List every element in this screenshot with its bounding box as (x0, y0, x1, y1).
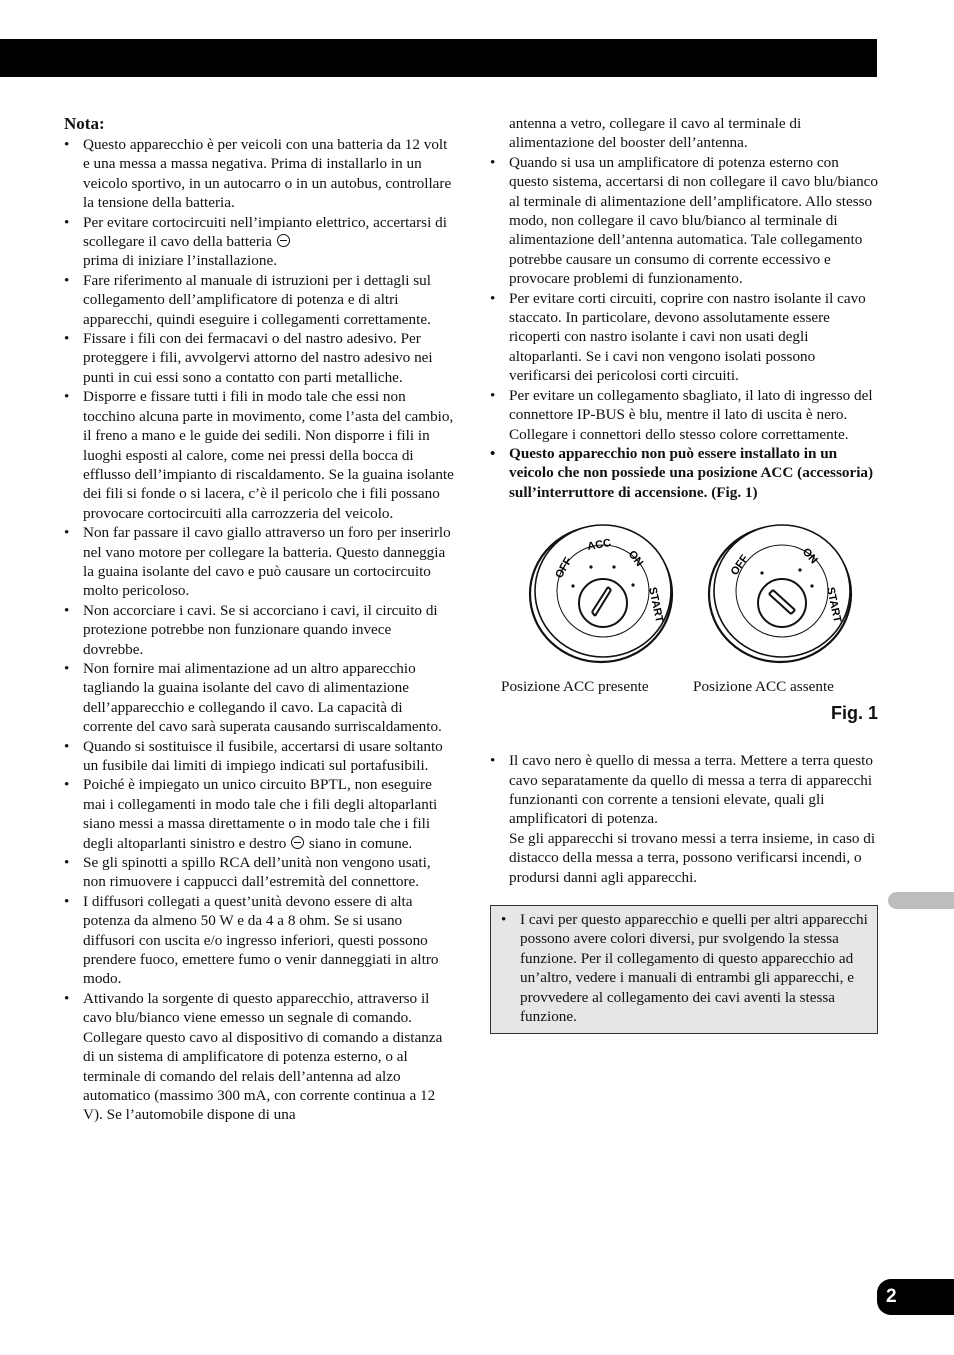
list-item: • I diffusori collegati a quest’unità devono essere di alta potenza da almeno 50 W e da 4 a 8 ohm. Se si usano diffusori con uscita e/o ingresso inferiori, questi possono prendere fuoco, emettere fumo o venir danneggiati in altro modo. (64, 892, 454, 989)
list-item: • Fissare i fili con dei fermacavi o del nastro adesivo. Per proteggere i fili, avvolgervi attorno del nastro adesivo nei punti in cui essi sono a contatto con parti metalliche. (64, 329, 454, 387)
label-start: START (824, 586, 844, 624)
caption-acc-present: Posizione ACC presente (501, 678, 649, 696)
section-tab (888, 892, 954, 909)
list-item: • Questo apparecchio è per veicoli con una batteria da 12 volt e una messa a massa negativa. Prima di installarlo in un veicolo sportivo, in un autocarro o in un autobus, controllare la tensione della batteria. (64, 135, 454, 213)
list-item: • Quando si usa un amplificatore di potenza esterno con questo sistema, accertarsi di non collegare il cavo blu/bianco al terminale di alimentazione dell’amplificatore. Allo stesso modo, non collegare il cavo blu/bianco al terminale di alimentazione dell’antenna automatica. Tale collegamento potrebbe causare un consumo di corrente eccessivo e provocare problemi di funzionamento. (490, 153, 878, 289)
list-item: • Disporre e fissare tutti i fili in modo tale che essi non tocchino alcuna parte in movimento, come l’asta del cambio, il freno a mano e le guide dei sedili. Non disporre i fili in luoghi esposti al calore, come nei pressi della bocca di efflusso dell’impianto di riscaldamento. Se la guaina isolante dei fili si fonde o si lacera, c’è il pericolo che i fili possano provocare cortocircuiti alla carrozzeria del veicolo. (64, 387, 454, 523)
right-column (490, 114, 878, 1034)
list-item: • Il cavo nero è quello di messa a terra. Mettere a terra questo cavo separatamente da quello di messa a terra di apparecchi funzionanti con corrente a tensioni elevate, quali gli amplificatori di potenza. Se gli apparecchi si trovano messi a terra insieme, in caso di distacco della messa a terra, possono verificarsi incendi, o prodursi danni agli apparecchi. (490, 751, 878, 887)
label-off: OFF (728, 552, 752, 578)
label-on: ON (625, 548, 646, 569)
list-item: • Quando si sostituisce il fusibile, accertarsi di usare soltanto un fusibile dai limiti di impiego indicati sul portafusibili. (64, 737, 454, 776)
list-item: • Non far passare il cavo giallo attraverso un foro per inserirlo nel vano motore per collegare la batteria. Questo danneggia la guaina isolante del cavo e può causare un cortocircuito molto pericoloso. (64, 523, 454, 601)
list-item: • I cavi per questo apparecchio e quelli per altri apparecchi possono avere colori diversi, pur svolgendo la stessa funzione. Per il collegamento di questo apparecchio ad un’altro, vedere i manuali di entrambi gli apparecchi, e provvedere al collegamento dei cavi aventi la stessa funzione. (501, 910, 869, 1026)
continued-text: antenna a vetro, collegare il cavo al terminale di alimentazione del booster dell’antenna. (509, 115, 802, 152)
note-list (64, 135, 454, 1125)
label-acc: ACC (586, 537, 613, 554)
right-list (490, 153, 878, 502)
figure-ignition (490, 516, 878, 751)
list-item: • Per evitare corti circuiti, coprire con nastro isolante il cavo staccato. In particolare, devono assolutamente essere ricoperti con nastro isolante i cavi non usati degli altoparlanti. Se i cavi non vengono isolati possono verificarsi dei pericolosi corti circuiti. (490, 289, 878, 386)
label-on: ON (799, 546, 820, 567)
list-item: • Non fornire mai alimentazione ad un altro apparecchio tagliando la guaina isolante del cavo di alimentazione dell’apparecchio e collegando il cavo. La capacità di corrente del cavo sarà superata causando surriscaldamento. (64, 659, 454, 737)
list-item: • Per evitare un collegamento sbagliato, il lato di ingresso del connettore IP-BUS è blu, mentre il lato di uscita è nero. Collegare i connettori dello stesso colore correttamente. (490, 386, 878, 444)
list-item: • Non accorciare i cavi. Se si accorciano i cavi, il circuito di protezione potrebbe non funzionare quando invece dovrebbe. (64, 601, 454, 659)
label-start: START (646, 586, 666, 624)
negative-terminal-icon (291, 836, 304, 849)
negative-terminal-icon (277, 234, 290, 247)
note-box (490, 905, 878, 1034)
figure-label: Fig. 1 (830, 703, 878, 724)
ignition-switch-acc-icon (528, 516, 678, 666)
ignition-switch-no-acc-icon (707, 516, 857, 666)
list-item-warning: • Questo apparecchio non può essere installato in un veicolo che non possiede una posizione ACC (accessoria) sull’interruttore di accensione. (Fig. 1) (490, 444, 878, 502)
ground-list (490, 751, 878, 887)
list-item: • Attivando la sorgente di questo apparecchio, attraverso il cavo blu/bianco viene emesso un segnale di comando. Collegare questo cavo al dispositivo di comando a distanza di un sistema di amplificatore di potenza esterno, o al terminale di comando del relais dell’antenna ad alzo automatico (massimo 300 mA, con corrente continua a 12 V). Se l’automobile dispone di una (64, 989, 454, 1125)
note-heading: Nota: (64, 114, 105, 133)
list-item: • Poiché è impiegato un unico circuito BPTL, non eseguire mai i collegamenti in modo tale che i fili degli altoparlanti siano messi a massa direttamente o in modo tale che i fili degli altoparlanti sinistro e destro siano in comune. (64, 775, 454, 853)
left-column (64, 114, 454, 1125)
caption-acc-absent: Posizione ACC assente (693, 678, 834, 696)
list-item: • Fare riferimento al manuale di istruzioni per i dettagli sul collegamento dell’amplificatore di potenza e di altri apparecchi, quindi eseguire i collegamenti correttamente. (64, 271, 454, 329)
list-item: • Se gli spinotti a spillo RCA dell’unità non vengono usati, non rimuovere i cappucci dall’estremità del connettore. (64, 853, 454, 892)
header-bar (0, 39, 877, 77)
list-item: • Per evitare cortocircuiti nell’impianto elettrico, accertarsi di scollegare il cavo della batteria prima di iniziare l’installazione. (64, 213, 454, 271)
page-number: 2 (877, 1279, 954, 1315)
label-off: OFF (553, 555, 575, 581)
